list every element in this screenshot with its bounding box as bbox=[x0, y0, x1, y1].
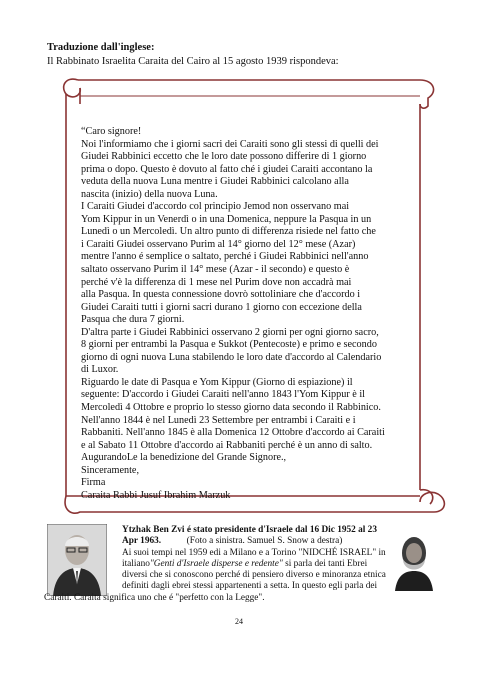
letter-line: prima o dopo. Questo è dovuto al fatto ché i giudei Caraiti accontano la bbox=[81, 163, 373, 175]
footer-line: Caraiti. Caraita significa uno che é "perfetto con la Legge". bbox=[44, 592, 265, 603]
letter-line: alla Pasqua. In questa connessione dovrò sottoliniare che d'accordo i bbox=[81, 289, 361, 301]
letter-line: i Caraiti Giudei osservano Purim al 14° giorno del 12° mese (Azar) bbox=[81, 238, 356, 250]
letter-line: nascita (inizio) della nuova Luna. bbox=[81, 188, 218, 200]
footer-line: Ai suoi tempi nel 1959 edi a Milano e a Torino "NIDCHÉ ISRAEL" in bbox=[122, 547, 386, 558]
letter-line: Sinceramente, bbox=[81, 464, 139, 476]
footer-title-line1: Ytzhak Ben Zvi é stato presidente d'Israele dal 16 Dic 1952 al 23 bbox=[122, 525, 377, 535]
footer-line-pre: italiano bbox=[122, 558, 150, 569]
letter-line: AugurandoLe la benedizione del Grande Signore., bbox=[81, 452, 287, 464]
letter-line: veduta della nuova Luna mentre i Giudei Rabbinici calcolano alla bbox=[81, 176, 349, 188]
footer-line: definiti dagli ebrei stessi appartenenti a setta. In questo egli parla dei bbox=[122, 581, 378, 592]
footer-biography bbox=[44, 525, 440, 604]
heading-translation: Traduzione dall'inglese: bbox=[47, 42, 155, 53]
page-number: 24 bbox=[235, 617, 243, 626]
letter-line: Giudei Caraiti tutti i giorni sacri durano 1 giorno con eccezione della bbox=[81, 301, 362, 313]
subheading-rabbinate: Il Rabbinato Israelita Caraita del Cairo al 15 agosto 1939 rispondeva: bbox=[47, 56, 339, 67]
letter-line: Giudei Rabbinici eccetto che le loro date possono differire di 1 giorno bbox=[81, 151, 367, 163]
letter-line: Firma bbox=[81, 477, 106, 489]
letter-line: Rabbaniti. Nell'anno 1845 è alla Domenica 12 Ottobre d'accordo ai Caraiti bbox=[81, 427, 385, 439]
letter-line: 8 giorni per entrambi la Pasqua e Sukkot (Pentecoste) e primo e secondo bbox=[81, 339, 377, 351]
letter-line: saltato osservano Purim il 14° mese (Azar - il secondo) e questo è bbox=[81, 264, 350, 276]
letter-line: Nell'anno 1844 è nel Lunedì 23 Settembre per entrambi i Caraiti e i bbox=[81, 414, 356, 426]
footer-line: diversi che si conoscono perché di pensiero diverso e minoranza etnica bbox=[122, 570, 386, 581]
letter-line: seguente: D'accordo i Giudei Caraiti nell'anno 1843 l'Yom Kippur è il bbox=[81, 389, 366, 401]
letter-line: Lunedì o un Mercoledì. Un altro punto di differenza risiede nel fatto che bbox=[81, 226, 376, 238]
book-title-italian: "Genti d'Israele disperse e redente" bbox=[149, 558, 283, 569]
footer-line-post: si parla dei tanti Ebrei bbox=[282, 558, 368, 569]
letter-line: Pasqua che dura 7 giorni. bbox=[81, 314, 185, 326]
letter-line: “Caro signore! bbox=[81, 126, 142, 137]
letter-line: e al Sabato 11 Ottobre d'accordo ai Rabbaniti perché è un anno di salto. bbox=[81, 439, 373, 451]
letter-line: Noi l'informiamo che i giorni sacri dei Caraiti sono gli stessi di quelli dei bbox=[81, 138, 379, 150]
letter-line: Riguardo le date di Pasqua e Yom Kippur (Giorno di espiazione) il bbox=[81, 376, 353, 388]
letter-line: Caraita Rabbi Jusuf Ibrahim Marzuk bbox=[81, 489, 231, 501]
letter-line: I Caraiti Giudei d'accordo col principio Jemod non osservano mai bbox=[81, 201, 350, 213]
letter-line: perché v'è la differenza di 1 mese nel Purim dove non accadrà mai bbox=[81, 276, 352, 288]
footer-title-line2: Apr 1963. bbox=[122, 536, 162, 547]
letter-line: giorno di ogni nuova Luna stabilendo le loro date d'accordo al Calendario bbox=[81, 351, 382, 363]
photo-caption: (Foto a sinistra. Samuel S. Snow a destra) bbox=[186, 536, 343, 547]
letter-text bbox=[81, 126, 437, 502]
letter-line: Mercoledì 4 Ottobre e proprio lo stesso giorno data secondo il Rabbinico. bbox=[81, 402, 381, 414]
letter-line: Yom Kippur in un Venerdì o in una Domenica, neppure la Pasqua in un bbox=[81, 213, 372, 225]
letter-line: di Luxor. bbox=[81, 364, 119, 376]
letter-line: D'altra parte i Giudei Rabbinici osservano 2 giorni per ogni giorno sacro, bbox=[81, 326, 379, 338]
letter-line: mentre l'anno é semplice o saltato, perché i Giudei Rabbinici nell'anno bbox=[81, 251, 369, 263]
